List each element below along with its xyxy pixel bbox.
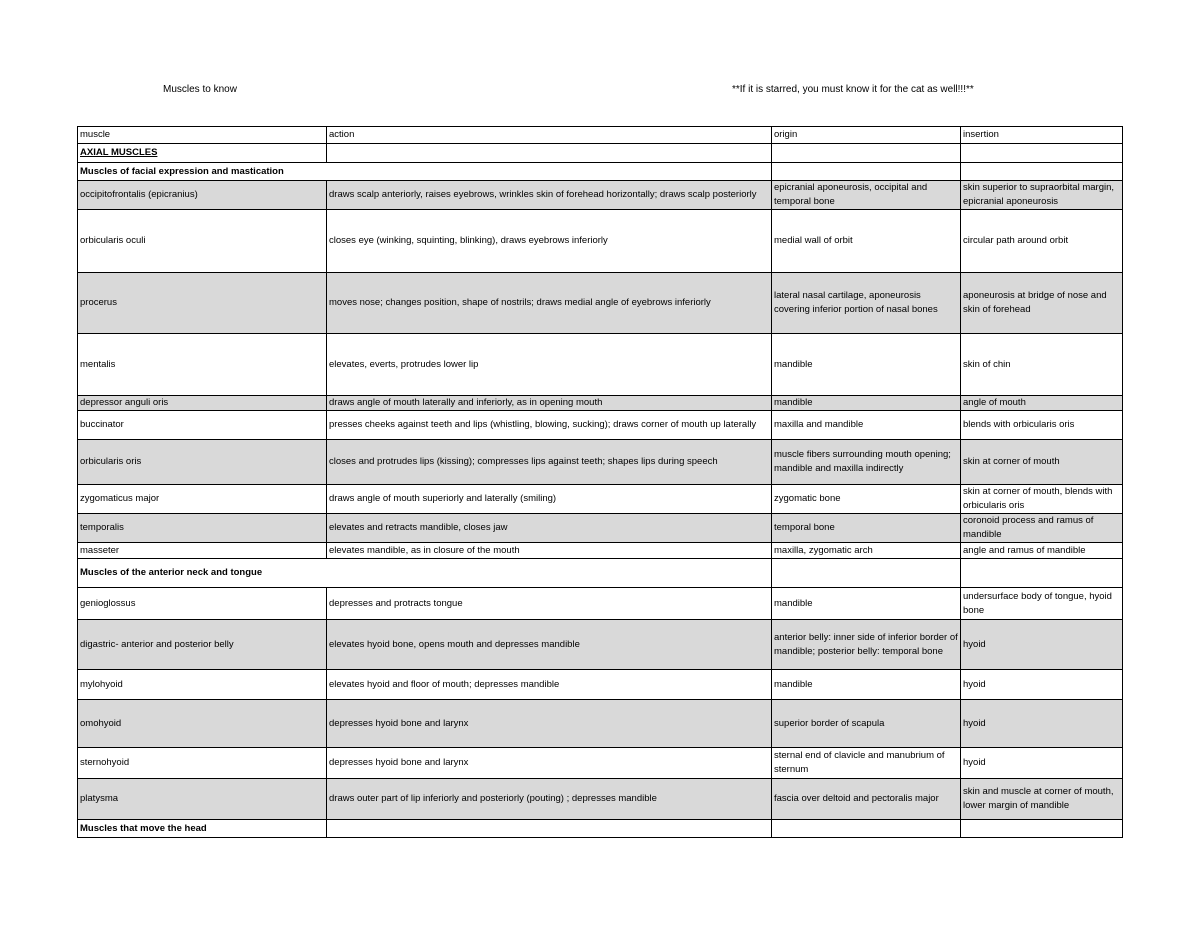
action-cell: draws angle of mouth superiorly and laterally (smiling) [327, 485, 772, 514]
table-row [78, 779, 1123, 820]
empty-cell [327, 144, 772, 163]
insertion-cell: coronoid process and ramus of mandible [961, 514, 1123, 543]
table-row [78, 748, 1123, 779]
muscle-cell: digastric- anterior and posterior belly [78, 620, 327, 670]
table-row [78, 670, 1123, 700]
insertion-cell: aponeurosis at bridge of nose and skin of forehead [961, 273, 1123, 334]
insertion-cell: undersurface body of tongue, hyoid bone [961, 588, 1123, 620]
page-header-note: **If it is starred, you must know it for the cat as well!!!** [732, 84, 974, 95]
action-cell: closes eye (winking, squinting, blinking), draws eyebrows inferiorly [327, 210, 772, 273]
muscle-cell: omohyoid [78, 700, 327, 748]
action-cell: presses cheeks against teeth and lips (whistling, blowing, sucking); draws corner of mouth up laterally [327, 411, 772, 440]
table-row [78, 210, 1123, 273]
muscle-cell: mentalis [78, 334, 327, 396]
muscle-cell: orbicularis oris [78, 440, 327, 485]
page-header-left: Muscles to know [163, 84, 237, 95]
table-row [78, 334, 1123, 396]
empty-cell [327, 820, 772, 838]
table-row [78, 440, 1123, 485]
table-row [78, 543, 1123, 559]
action-cell: elevates hyoid and floor of mouth; depresses mandible [327, 670, 772, 700]
insertion-cell: angle of mouth [961, 396, 1123, 411]
insertion-cell: hyoid [961, 620, 1123, 670]
section-title-neck: Muscles of the anterior neck and tongue [78, 559, 772, 588]
action-cell: draws angle of mouth laterally and inferiorly, as in opening mouth [327, 396, 772, 411]
action-cell: draws scalp anteriorly, raises eyebrows, wrinkles skin of forehead horizontally; draws scalp posteriorly [327, 181, 772, 210]
muscle-cell: sternohyoid [78, 748, 327, 779]
empty-cell [772, 144, 961, 163]
muscle-cell: platysma [78, 779, 327, 820]
origin-cell: zygomatic bone [772, 485, 961, 514]
insertion-cell: angle and ramus of mandible [961, 543, 1123, 559]
origin-cell: medial wall of orbit [772, 210, 961, 273]
insertion-cell: skin superior to supraorbital margin, epicranial aponeurosis [961, 181, 1123, 210]
insertion-cell: skin at corner of mouth [961, 440, 1123, 485]
section-title-head: Muscles that move the head [78, 820, 327, 838]
section-row-neck [78, 559, 1123, 588]
table-row [78, 273, 1123, 334]
origin-cell: maxilla, zygomatic arch [772, 543, 961, 559]
table-row [78, 700, 1123, 748]
muscle-cell: temporalis [78, 514, 327, 543]
action-cell: closes and protrudes lips (kissing); compresses lips against teeth; shapes lips during speech [327, 440, 772, 485]
action-cell: draws outer part of lip inferiorly and posteriorly (pouting) ; depresses mandible [327, 779, 772, 820]
origin-cell: mandible [772, 334, 961, 396]
action-cell: depresses hyoid bone and larynx [327, 700, 772, 748]
table-row [78, 411, 1123, 440]
empty-cell [961, 144, 1123, 163]
muscle-cell: occipitofrontalis (epicranius) [78, 181, 327, 210]
column-header-row [78, 127, 1123, 144]
table-row [78, 396, 1123, 411]
section-title-facial: Muscles of facial expression and mastication [78, 163, 772, 181]
muscle-cell: mylohyoid [78, 670, 327, 700]
empty-cell [961, 820, 1123, 838]
insertion-cell: hyoid [961, 748, 1123, 779]
insertion-cell: circular path around orbit [961, 210, 1123, 273]
insertion-cell: skin at corner of mouth, blends with orbicularis oris [961, 485, 1123, 514]
action-cell: depresses hyoid bone and larynx [327, 748, 772, 779]
origin-cell: maxilla and mandible [772, 411, 961, 440]
action-cell: moves nose; changes position, shape of nostrils; draws medial angle of eyebrows inferiorly [327, 273, 772, 334]
action-cell: depresses and protracts tongue [327, 588, 772, 620]
muscle-cell: masseter [78, 543, 327, 559]
empty-cell [961, 163, 1123, 181]
empty-cell [961, 559, 1123, 588]
action-cell: elevates, everts, protrudes lower lip [327, 334, 772, 396]
column-header-muscle: muscle [78, 127, 327, 144]
origin-cell: superior border of scapula [772, 700, 961, 748]
origin-cell: mandible [772, 396, 961, 411]
table-row [78, 514, 1123, 543]
column-header-action: action [327, 127, 772, 144]
section-title-axial: AXIAL MUSCLES [78, 144, 327, 163]
insertion-cell: hyoid [961, 700, 1123, 748]
insertion-cell: blends with orbicularis oris [961, 411, 1123, 440]
origin-cell: sternal end of clavicle and manubrium of sternum [772, 748, 961, 779]
section-row-axial [78, 144, 1123, 163]
insertion-cell: skin and muscle at corner of mouth, lower margin of mandible [961, 779, 1123, 820]
table-row [78, 485, 1123, 514]
column-header-insertion: insertion [961, 127, 1123, 144]
table-row [78, 588, 1123, 620]
muscle-cell: procerus [78, 273, 327, 334]
muscles-table [77, 126, 1123, 838]
empty-cell [772, 559, 961, 588]
column-header-origin: origin [772, 127, 961, 144]
action-cell: elevates and retracts mandible, closes jaw [327, 514, 772, 543]
origin-cell: lateral nasal cartilage, aponeurosis covering inferior portion of nasal bones [772, 273, 961, 334]
origin-cell: temporal bone [772, 514, 961, 543]
muscle-cell: zygomaticus major [78, 485, 327, 514]
empty-cell [772, 163, 961, 181]
muscle-cell: buccinator [78, 411, 327, 440]
muscle-cell: orbicularis oculi [78, 210, 327, 273]
insertion-cell: hyoid [961, 670, 1123, 700]
table-row [78, 620, 1123, 670]
action-cell: elevates hyoid bone, opens mouth and depresses mandible [327, 620, 772, 670]
origin-cell: epicranial aponeurosis, occipital and temporal bone [772, 181, 961, 210]
action-cell: elevates mandible, as in closure of the mouth [327, 543, 772, 559]
origin-cell: fascia over deltoid and pectoralis major [772, 779, 961, 820]
table-row [78, 181, 1123, 210]
insertion-cell: skin of chin [961, 334, 1123, 396]
empty-cell [772, 820, 961, 838]
section-row-head [78, 820, 1123, 838]
origin-cell: anterior belly: inner side of inferior border of mandible; posterior belly: temporal bone [772, 620, 961, 670]
section-row-facial [78, 163, 1123, 181]
muscle-cell: genioglossus [78, 588, 327, 620]
origin-cell: mandible [772, 670, 961, 700]
origin-cell: muscle fibers surrounding mouth opening; mandible and maxilla indirectly [772, 440, 961, 485]
origin-cell: mandible [772, 588, 961, 620]
muscle-cell: depressor anguli oris [78, 396, 327, 411]
